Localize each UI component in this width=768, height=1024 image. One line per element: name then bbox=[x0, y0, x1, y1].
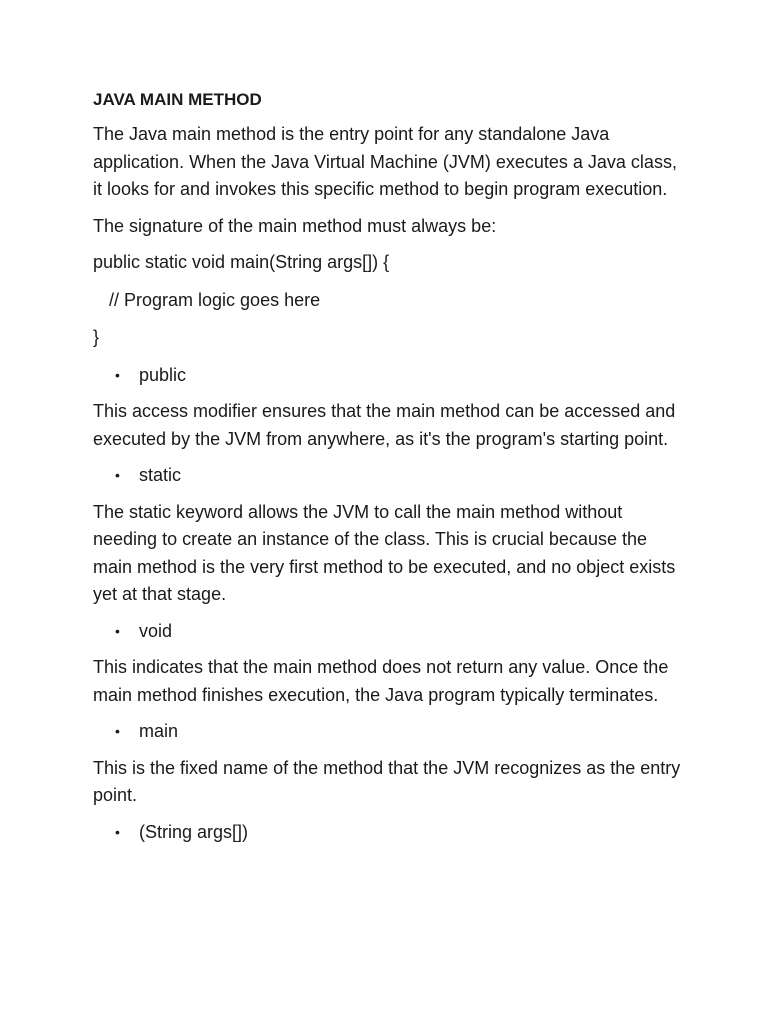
bullet-item-static: • static bbox=[93, 462, 683, 490]
bullet-item-void: • void bbox=[93, 618, 683, 646]
description-static: The static keyword allows the JVM to call the main method without needing to create an instance of the class. This is crucial because the main method is the very first method to be executed, and no object exists yet at that stage. bbox=[93, 501, 676, 604]
bullet-item-public: • public bbox=[93, 362, 683, 390]
bullet-item-string-args: • (String args[]) bbox=[93, 819, 683, 847]
description-void: This indicates that the main method does not return any value. Once the main method finishes execution, the Java program typically terminates. bbox=[93, 657, 669, 705]
description-main: This is the fixed name of the method that the JVM recognizes as the entry point. bbox=[93, 757, 681, 805]
code-line-signature: public static void main(String args[]) { bbox=[93, 252, 390, 272]
code-line-comment: // Program logic goes here bbox=[109, 289, 321, 310]
code-line-closing-brace: } bbox=[93, 327, 100, 347]
description-public: This access modifier ensures that the main method can be accessed and executed by the JVM from anywhere, as it's the program's starting point. bbox=[93, 401, 676, 449]
signature-intro: The signature of the main method must always be: bbox=[93, 215, 497, 236]
document-title: JAVA MAIN METHOD bbox=[93, 90, 262, 109]
bullet-item-main: • main bbox=[93, 718, 683, 746]
intro-paragraph: The Java main method is the entry point for any standalone Java application. When the Java Virtual Machine (JVM) executes a Java class, it looks for and invokes this specific method to begin program execution. bbox=[93, 124, 677, 199]
document-page bbox=[93, 88, 683, 855]
